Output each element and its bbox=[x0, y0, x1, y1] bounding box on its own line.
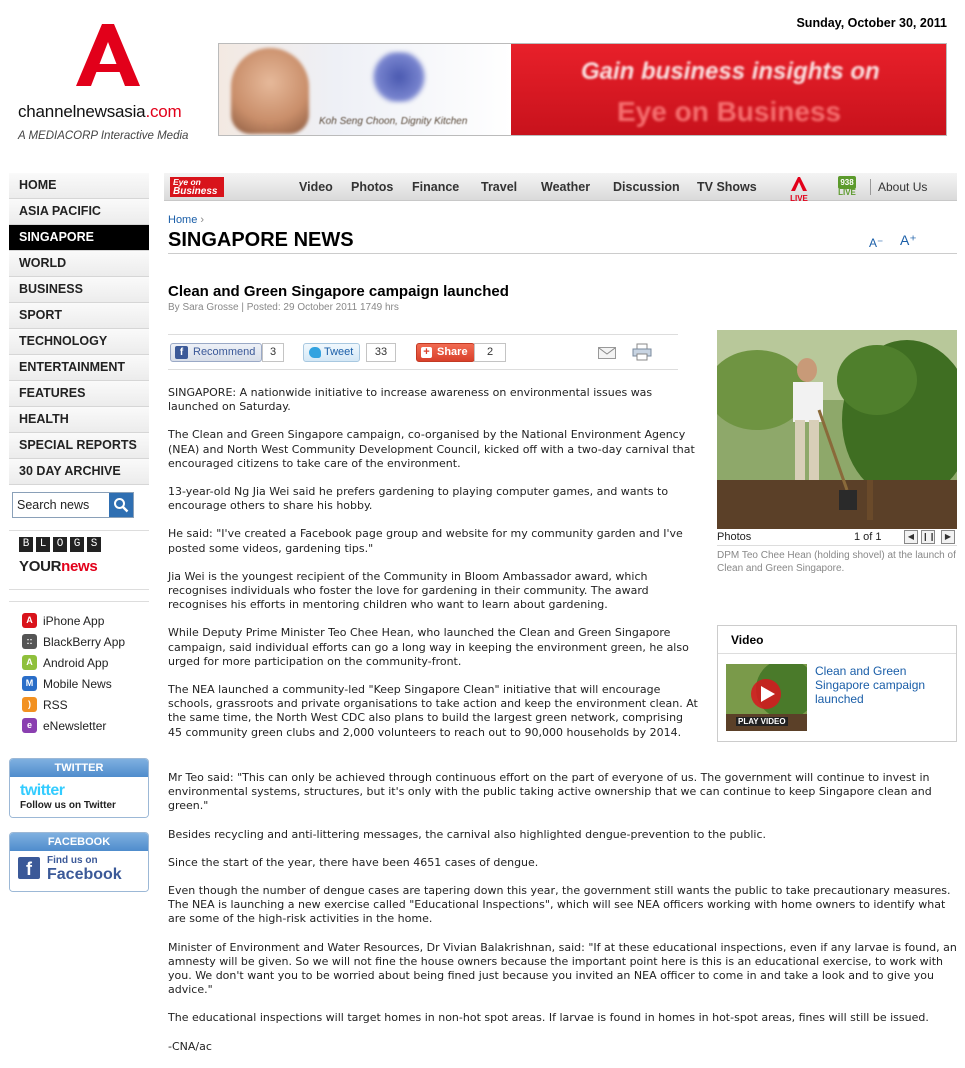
logo-tagline: A MEDIACORP Interactive Media bbox=[18, 130, 189, 142]
article-paragraph: Since the start of the year, there have been 4651 cases of dengue. bbox=[168, 855, 539, 869]
facebook-icon: f bbox=[18, 857, 40, 879]
article-paragraph: Besides recycling and anti-littering messages, the carnival also highlighted dengue-prevention to the public. bbox=[168, 827, 767, 841]
facebook-recommend-button[interactable] bbox=[170, 343, 262, 362]
nav-item-health[interactable]: HEALTH bbox=[9, 407, 149, 433]
article-paragraph: SINGAPORE: A nationwide initiative to increase awareness on environmental issues was launched on Saturday. bbox=[168, 386, 653, 414]
share-label: Share bbox=[437, 346, 468, 358]
search-box bbox=[12, 492, 134, 518]
blogs-letter: G bbox=[70, 537, 84, 552]
nav-item-entertainment[interactable]: ENTERTAINMENT bbox=[9, 355, 149, 381]
blogs-yournews-box bbox=[9, 530, 149, 590]
live-tv-icon bbox=[791, 177, 807, 191]
facebook-box-title: FACEBOOK bbox=[10, 833, 148, 851]
facebook-find-text: Find us on bbox=[47, 855, 98, 866]
topnav-weather[interactable]: Weather bbox=[541, 180, 591, 194]
article-paragraph: Even though the number of dengue cases are tapering down this year, the government still wants the public to take precautionary measures. The NEA is launching a new exercise called "Educational Inspections", which will see NEA officers working with home owners to identify what are some of the high-risk activities in the home. bbox=[168, 884, 951, 926]
article-body-continued bbox=[168, 771, 960, 1068]
logo-text: channelnewsasia.com bbox=[18, 102, 182, 121]
photo-toolbar bbox=[717, 529, 957, 546]
email-icon[interactable] bbox=[598, 347, 616, 359]
title-divider bbox=[168, 253, 957, 254]
banner-person-photo bbox=[231, 48, 309, 134]
breadcrumb bbox=[168, 214, 204, 226]
newsletter-icon: e bbox=[22, 718, 37, 733]
app-item-blackberry[interactable] bbox=[9, 631, 149, 652]
live-label: LIVE bbox=[790, 194, 808, 203]
banner-headline: Gain business insights on bbox=[581, 58, 880, 85]
site-logo[interactable] bbox=[14, 24, 204, 149]
topnav-discussion[interactable]: Discussion bbox=[613, 180, 680, 194]
article-paragraph: The Clean and Green Singapore campaign, co-organised by the National Environment Agency (NEA) and North West Community Development Council, kicked off with a two-day carnival that encouraged citizens to take care of the environment. bbox=[168, 428, 695, 470]
envelope-flap bbox=[598, 347, 616, 359]
photo-label: Photos bbox=[717, 531, 752, 543]
nav-item-business[interactable]: BUSINESS bbox=[9, 277, 149, 303]
app-label: Android App bbox=[43, 655, 109, 670]
search-button[interactable] bbox=[109, 493, 133, 517]
print-icon[interactable] bbox=[632, 343, 652, 361]
blogs-letter: L bbox=[36, 537, 50, 552]
article-body bbox=[168, 386, 698, 754]
article-paragraph: He said: "I've created a Facebook page group and website for my community garden and I've posted some videos, gardening tips." bbox=[168, 527, 683, 555]
plus-icon: + bbox=[421, 347, 432, 358]
addthis-share-button[interactable] bbox=[416, 343, 475, 362]
app-item-iphone[interactable] bbox=[9, 610, 149, 631]
blogs-letter: B bbox=[19, 537, 33, 552]
eob-line1: Eye on bbox=[173, 177, 201, 187]
app-label: iPhone App bbox=[43, 613, 105, 628]
yournews-link[interactable] bbox=[19, 558, 149, 575]
article-paragraph: The NEA launched a community-led "Keep Singapore Clean" initiative that will encourage schools, grassroots and private organisations to take action and keep the environment clean. At the same time, the North West CDC also plans to build the largest green network, comprising 45 community green clubs and 2,000 volunteers to reach out to 90,000 households by 2014. bbox=[168, 683, 698, 739]
article-signoff: -CNA/ac bbox=[168, 1039, 212, 1053]
photo-image bbox=[717, 330, 957, 529]
search-input[interactable] bbox=[13, 493, 109, 517]
play-video-label: PLAY VIDEO bbox=[738, 717, 786, 726]
topnav-about-us[interactable]: About Us bbox=[878, 180, 928, 194]
app-item-android[interactable] bbox=[9, 652, 149, 673]
article-paragraph: While Deputy Prime Minister Teo Chee Hean, who launched the Clean and Green Singapore campaign, said individual efforts can go a long way in keeping the environment green, he also urged for more participation on the community-front. bbox=[168, 626, 689, 668]
banner-text-area bbox=[511, 44, 946, 135]
live-938-link[interactable] bbox=[836, 176, 858, 198]
search-icon bbox=[113, 497, 129, 513]
app-label: BlackBerry App bbox=[43, 634, 126, 649]
blogs-letter: S bbox=[87, 537, 101, 552]
tweet-button[interactable] bbox=[303, 343, 360, 362]
recommend-count: 3 bbox=[262, 343, 284, 362]
breadcrumb-home[interactable]: Home bbox=[168, 214, 198, 226]
breadcrumb-separator: › bbox=[200, 214, 205, 226]
article-paragraph: Jia Wei is the youngest recipient of the Community in Bloom Ambassador award, which recognises individuals who foster the love for gardening in their community. The award recognises his efforts in mentoring children who want to learn about gardening. bbox=[168, 569, 649, 612]
logo-mark-icon bbox=[72, 24, 140, 86]
blogs-letter: O bbox=[53, 537, 67, 552]
nav-item-features[interactable]: FEATURES bbox=[9, 381, 149, 407]
twitter-follow-text: Follow us on Twitter bbox=[20, 800, 116, 811]
tweet-count: 33 bbox=[366, 343, 396, 362]
tweet-label: Tweet bbox=[324, 346, 354, 358]
nav-divider bbox=[870, 179, 871, 195]
article-byline: By Sara Grosse | Posted: 29 October 2011 1749 hrs bbox=[168, 302, 399, 313]
photo-caption: DPM Teo Chee Hean (holding shovel) at the launch of Clean and Green Singapore. bbox=[717, 550, 956, 574]
photo-pause-button[interactable]: ❙❙ bbox=[921, 530, 935, 544]
article-paragraph: Minister of Environment and Water Resources, Dr Vivian Balakrishnan, said: "If at these educational inspections, even if any larvae is found, an amnesty will be given. So we will not fine the house owners because the important point here is this is an educational exercise, to work with you. We don't want you to be worried about being fined just because you invited an NEA officer to come in and take a look and to give you advice." bbox=[168, 940, 957, 997]
eye-on-business-logo[interactable] bbox=[170, 177, 224, 197]
twitter-box[interactable] bbox=[9, 758, 149, 818]
video-box-title: Video bbox=[718, 626, 956, 654]
font-decrease-button[interactable]: A⁻ bbox=[869, 236, 884, 250]
iphone-icon: A bbox=[22, 613, 37, 628]
nav-item-home[interactable]: HOME bbox=[9, 173, 149, 199]
facebook-box-body bbox=[10, 851, 148, 891]
photo-prev-button[interactable]: ◀ bbox=[904, 530, 918, 544]
topnav-tv-shows[interactable]: TV Shows bbox=[697, 180, 757, 194]
topnav-photos[interactable]: Photos bbox=[351, 180, 394, 194]
logo-text-tld: .com bbox=[145, 102, 182, 121]
facebook-brand-text: Facebook bbox=[47, 866, 122, 883]
banner-person-name: Koh Seng Choon, Dignity Kitchen bbox=[319, 116, 468, 127]
current-date: Sunday, October 30, 2011 bbox=[796, 16, 947, 30]
twitter-bird-icon bbox=[309, 347, 321, 358]
article-paragraph: 13-year-old Ng Jia Wei said he prefers gardening to playing computer games, and wants to encourage others to share his hobby. bbox=[168, 485, 669, 513]
mobile-icon: M bbox=[22, 676, 37, 691]
live938-label: LIVE bbox=[838, 188, 856, 197]
banner-photo-area bbox=[219, 44, 511, 135]
ad-banner[interactable] bbox=[218, 43, 947, 136]
top-nav bbox=[164, 173, 957, 201]
nav-item-singapore[interactable]: SINGAPORE bbox=[9, 225, 149, 251]
eob-line2: Business bbox=[173, 186, 218, 197]
article-photo[interactable] bbox=[717, 330, 957, 529]
yournews-your: YOUR bbox=[19, 558, 62, 575]
video-thumbnail[interactable] bbox=[726, 664, 807, 731]
app-label: RSS bbox=[43, 697, 68, 712]
rss-icon: ) bbox=[22, 697, 37, 712]
app-item-enewsletter[interactable] bbox=[9, 715, 149, 736]
facebook-box[interactable] bbox=[9, 832, 149, 892]
article-headline: Clean and Green Singapore campaign launched bbox=[168, 283, 509, 300]
twitter-logo-icon: twitter bbox=[20, 782, 65, 799]
share-bar bbox=[168, 334, 678, 370]
left-sidebar bbox=[9, 173, 149, 892]
android-icon: A bbox=[22, 655, 37, 670]
app-label: eNewsletter bbox=[43, 718, 107, 733]
share-count: 2 bbox=[474, 343, 506, 362]
topnav-finance[interactable]: Finance bbox=[412, 180, 460, 194]
banner-hand-logo-icon bbox=[369, 52, 429, 102]
nav-item-technology[interactable]: TECHNOLOGY bbox=[9, 329, 149, 355]
photo-next-button[interactable]: ▶ bbox=[941, 530, 955, 544]
app-item-mobile-news[interactable] bbox=[9, 673, 149, 694]
nav-item-asia-pacific[interactable]: ASIA PACIFIC bbox=[9, 199, 149, 225]
blogs-link[interactable] bbox=[19, 537, 149, 552]
facebook-icon: f bbox=[175, 346, 188, 359]
apps-list bbox=[9, 601, 149, 736]
video-box bbox=[717, 625, 957, 742]
radio-938-icon: 938 bbox=[838, 176, 856, 189]
font-increase-button[interactable]: A⁺ bbox=[900, 232, 917, 248]
page-title: SINGAPORE NEWS bbox=[168, 229, 354, 251]
topnav-travel[interactable]: Travel bbox=[481, 180, 518, 194]
nav-item-world[interactable]: WORLD bbox=[9, 251, 149, 277]
yournews-news: news bbox=[61, 558, 98, 575]
topnav-video[interactable]: Video bbox=[299, 180, 333, 194]
twitter-box-body bbox=[10, 777, 148, 817]
video-title-link[interactable]: Clean and Green Singapore campaign launched bbox=[815, 664, 926, 706]
banner-subheadline: Eye on Business bbox=[617, 96, 842, 127]
photo-count: 1 of 1 bbox=[854, 531, 882, 543]
nav-item-30-day-archive[interactable]: 30 DAY ARCHIVE bbox=[9, 459, 149, 485]
nav-item-special-reports[interactable]: SPECIAL REPORTS bbox=[9, 433, 149, 459]
section-menu bbox=[9, 173, 149, 485]
article-paragraph: Mr Teo said: "This can only be achieved through continuous effort on the part of everyone of us. The government will continue to invest in environmental systems, structures, but it's only with the public taking active ownership that we can continue to keep Singapore clean and green." bbox=[168, 771, 932, 813]
recommend-label: Recommend bbox=[193, 346, 256, 358]
nav-item-sport[interactable]: SPORT bbox=[9, 303, 149, 329]
blackberry-icon: :: bbox=[22, 634, 37, 649]
twitter-box-title: TWITTER bbox=[10, 759, 148, 777]
app-item-rss[interactable] bbox=[9, 694, 149, 715]
article-paragraph: The educational inspections will target homes in non-hot spot areas. If larvae is found in homes in hot-spot areas, fines will still be issued. bbox=[168, 1011, 929, 1025]
live-tv-link[interactable] bbox=[788, 176, 810, 203]
app-label: Mobile News bbox=[43, 676, 112, 691]
